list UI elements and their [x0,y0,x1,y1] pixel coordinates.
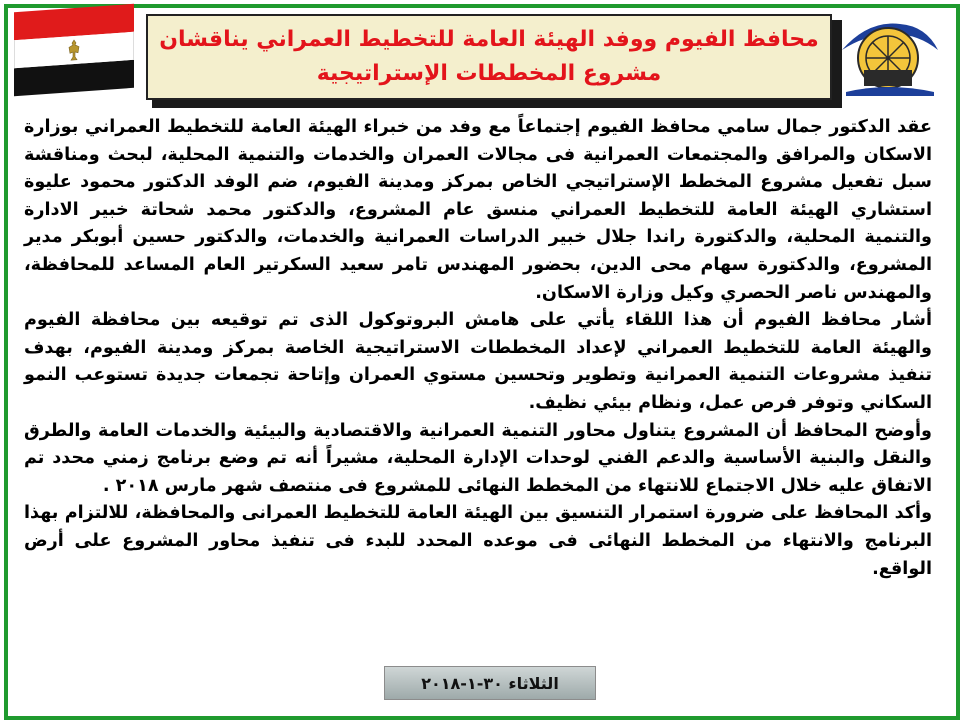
eagle-icon [66,38,82,61]
date-badge: الثلاثاء ٣٠-١-٢٠١٨ [384,666,596,700]
article-paragraph: وأوضح المحافظ أن المشروع يتناول محاور التنمية العمرانية والاقتصادية والبيئية والخدمات العامة والطرق والنقل والبنية الأساسية والدعم الفني لوحدات الإدارة المحلية، مشيراً أنه تم وضع برنامج زمني محدد تم الاتفاق عليه خلال الاجتماع للانتهاء من المخطط النهائى للمشروع فى منتصف شهر مارس ٢٠١٨ . [24,420,932,496]
governorate-logo [838,10,942,98]
waterwheel-logo-icon [838,10,942,98]
article-paragraph: وأكد المحافظ على ضرورة استمرار التنسيق بين الهيئة العامة للتخطيط العمرانى والمحافظة، للالتزام بهذا البرنامج والانتهاء من المخطط النهائى فى موعده المحدد للبدء فى تنفيذ محاور المشروع على أرض الواقع. [24,503,932,579]
article-paragraph: أشار محافظ الفيوم أن هذا اللقاء يأتي على هامش البروتوكول الذى تم توقيعه بين محافظة الفيوم والهيئة العامة للتخطيط العمراني لإعداد المخططات الاستراتيجية الخاصة بمركز ومدينة الفيوم، بهدف تنفيذ مشروعات التنمية العمرانية وتطوير وتحسين مستوي العمران وإتاحة تجمعات جديدة تستوعب النمو السكاني وتوفر فرص عمل، ونظام بيئي نظيف. [24,310,932,413]
egypt-flag [14,4,134,96]
article-paragraph: عقد الدكتور جمال سامي محافظ الفيوم إجتماعاً مع وفد من خبراء الهيئة العامة للتخطيط العمراني بوزارة الاسكان والمرافق والمجتمعات العمرانية فى مجالات العمران والخدمات والتنمية المحلية، لبحث ومناقشة سبل تفعيل مشروع المخطط الإستراتيجي الخاص بمركز ومدينة الفيوم، ضم الوفد الدكتور محمود عليوة استشاري الهيئة العامة للتخطيط العمراني منسق عام المشروع، والدكتور محمد شحاتة خبير الادارة والتنمية المحلية، والدكتورة راندا جلال خبير الدراسات العمرانية والخدمات، والدكتور حسين أبوبكر مدير المشروع، والدكتورة سهام محى الدين، بحضور المهندس تامر سعيد السكرتير العام المساعد للمحافظة، والمهندس ناصر الحصري وكيل وزارة الاسكان. [24,117,932,303]
title-banner [146,14,832,100]
page-title-line-1: محافظ الفيوم ووفد الهيئة العامة للتخطيط العمراني يناقشان [159,27,819,52]
page-title-line-2: مشروع المخططات الإستراتيجية [316,61,662,86]
article-body [24,114,932,654]
